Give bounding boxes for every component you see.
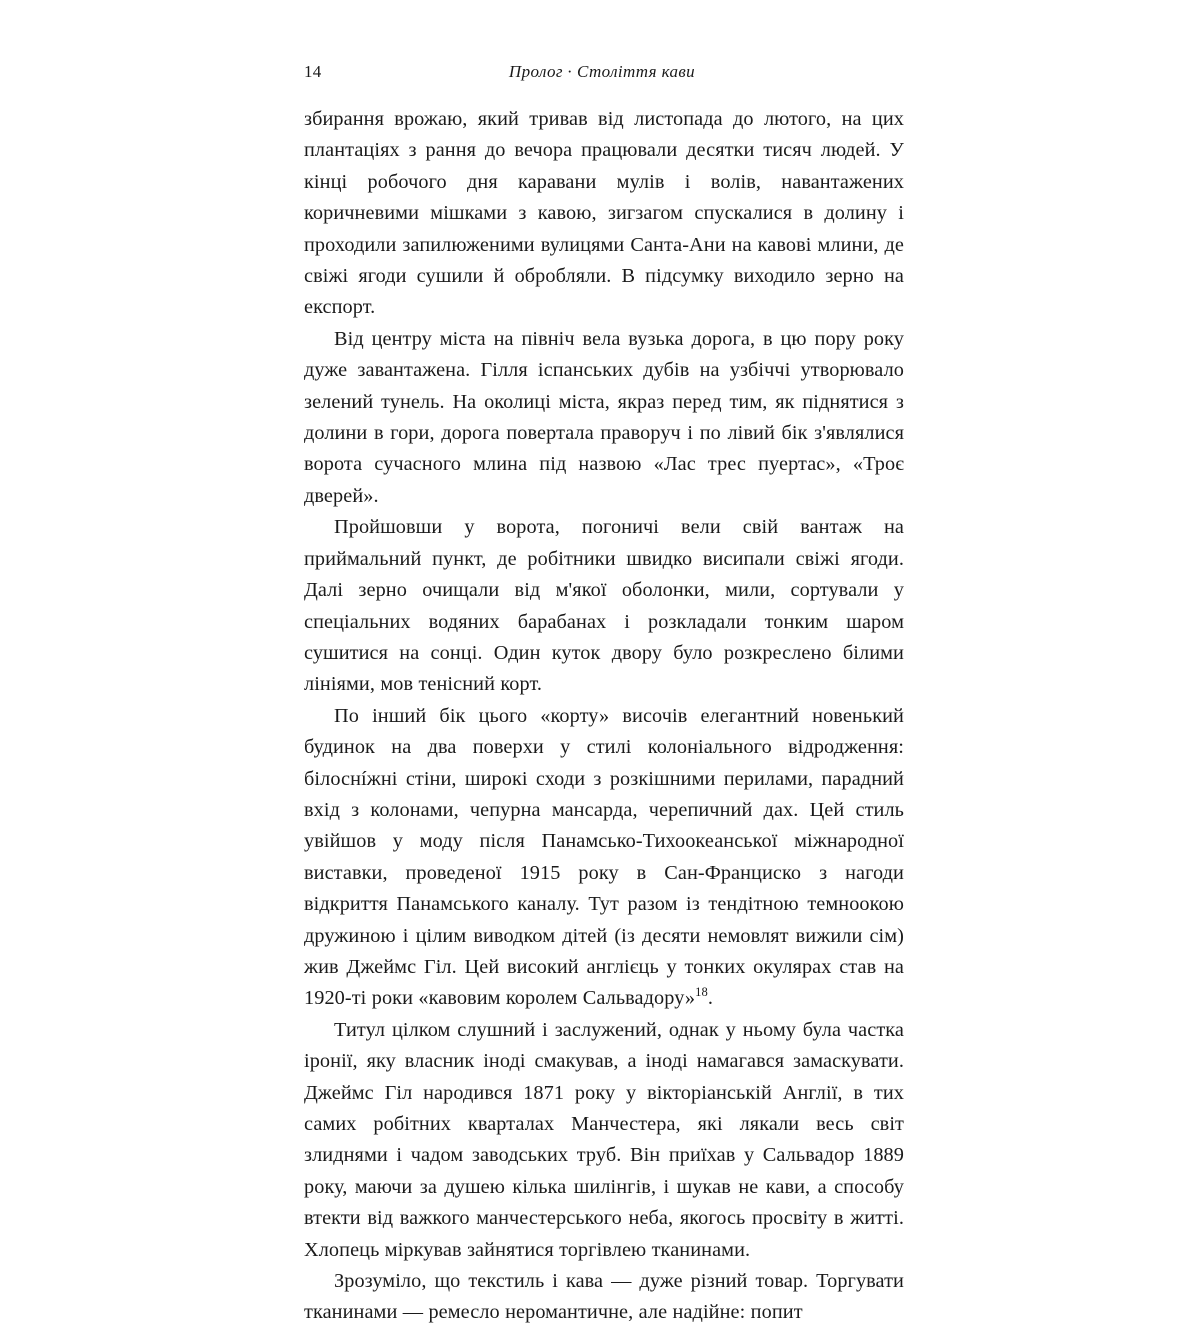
paragraph: збирання врожаю, який тривав від листопада до лютого, на цих плантаціях з рання до вечора працювали десятки тисяч людей. У кінці робочого дня каравани мулів і волів, навантажених коричневими мішками з кавою, зигзагом спускалися в долину і проходили запилюженими вулицями Санта-Ани на кавові млини, де свіжі ягоди сушили й обробляли. В підсумку виходило зерно на експорт. [304, 108, 904, 319]
paragraph-text: По інший бік цього «корту» височів елегантний новенький будинок на два поверхи у стилі колоніального відродження: білоснíжні стіни, широкі сходи з розкішними перилами, парадний вхід з колонами, чепурна мансарда, черепичний дах. Цей стиль увійшов у моду після Панамсько-Тихоокеанської міжнародної виставки, проведеної 1915 року в Сан-Франциско з нагоди відкриття Панамського каналу. Тут разом із тендітною темноокою дружиною і цілим виводком дітей (із десяти немовлят вижили сім) жив Джеймс Гіл. Цей високий англієць у тонких окулярах став на 1920-ті роки «кавовим королем Сальвадору» [304, 704, 904, 1010]
running-head-title [304, 62, 900, 82]
paragraph: Пройшовши у ворота, погоничі вели свій вантаж на приймальний пункт, де робітники швидко висипали свіжі ягоди. Далі зерно очищали від м'якої оболонки, мили, сортували у спеціальних водяних барабанах і розкладали тонким шаром сушитися на сонці. Один куток двору було розкреслено білими лініями, мов тенісний корт. [304, 516, 904, 696]
paragraph: Титул цілком слушний і заслужений, однак у ньому була частка іронії, яку власник іноді смакував, а іноді намагався замаскувати. Джеймс Гіл народився 1871 року у вікторіанській Англії, в тих самих робітних кварталах Манчестера, які лякали весь світ злиднями і чадом заводських труб. Він приїхав у Сальвадор 1889 року, маючи за душею кілька шилінгів, і шукав не кави, а способу втекти від важкого манчестерського неба, якогось просвіту в житті. Хлопець міркував зайнятися торгівлею тканинами. [304, 1018, 904, 1261]
paragraph: Від центру міста на північ вела вузька дорога, в цю пору року дуже завантажена. Гілля іспанських дубів на узбіччі утворювало зелений тунель. На околиці міста, якраз перед тим, як піднятися з долини в гори, дорога повертала праворуч і по лівий бік з'являлися ворота сучасного млина під назвою «Лас трес пуертас», «Троє дверей». [304, 327, 904, 507]
body-text [304, 104, 904, 1329]
paragraph: Зрозуміло, що текстиль і кава — дуже різний товар. Торгувати тканинами — ремесло неромантичне, але надійне: попит [304, 1270, 904, 1324]
paragraph-tail: . [707, 987, 714, 1010]
footnote-reference: 18 [695, 985, 708, 1000]
page-number: 14 [304, 62, 322, 81]
chapter-label: Пролог [508, 62, 563, 81]
paragraph [304, 701, 904, 1015]
running-head-separator: · [566, 62, 573, 81]
book-title-label: Століття кави [576, 62, 696, 81]
running-head [304, 62, 900, 84]
